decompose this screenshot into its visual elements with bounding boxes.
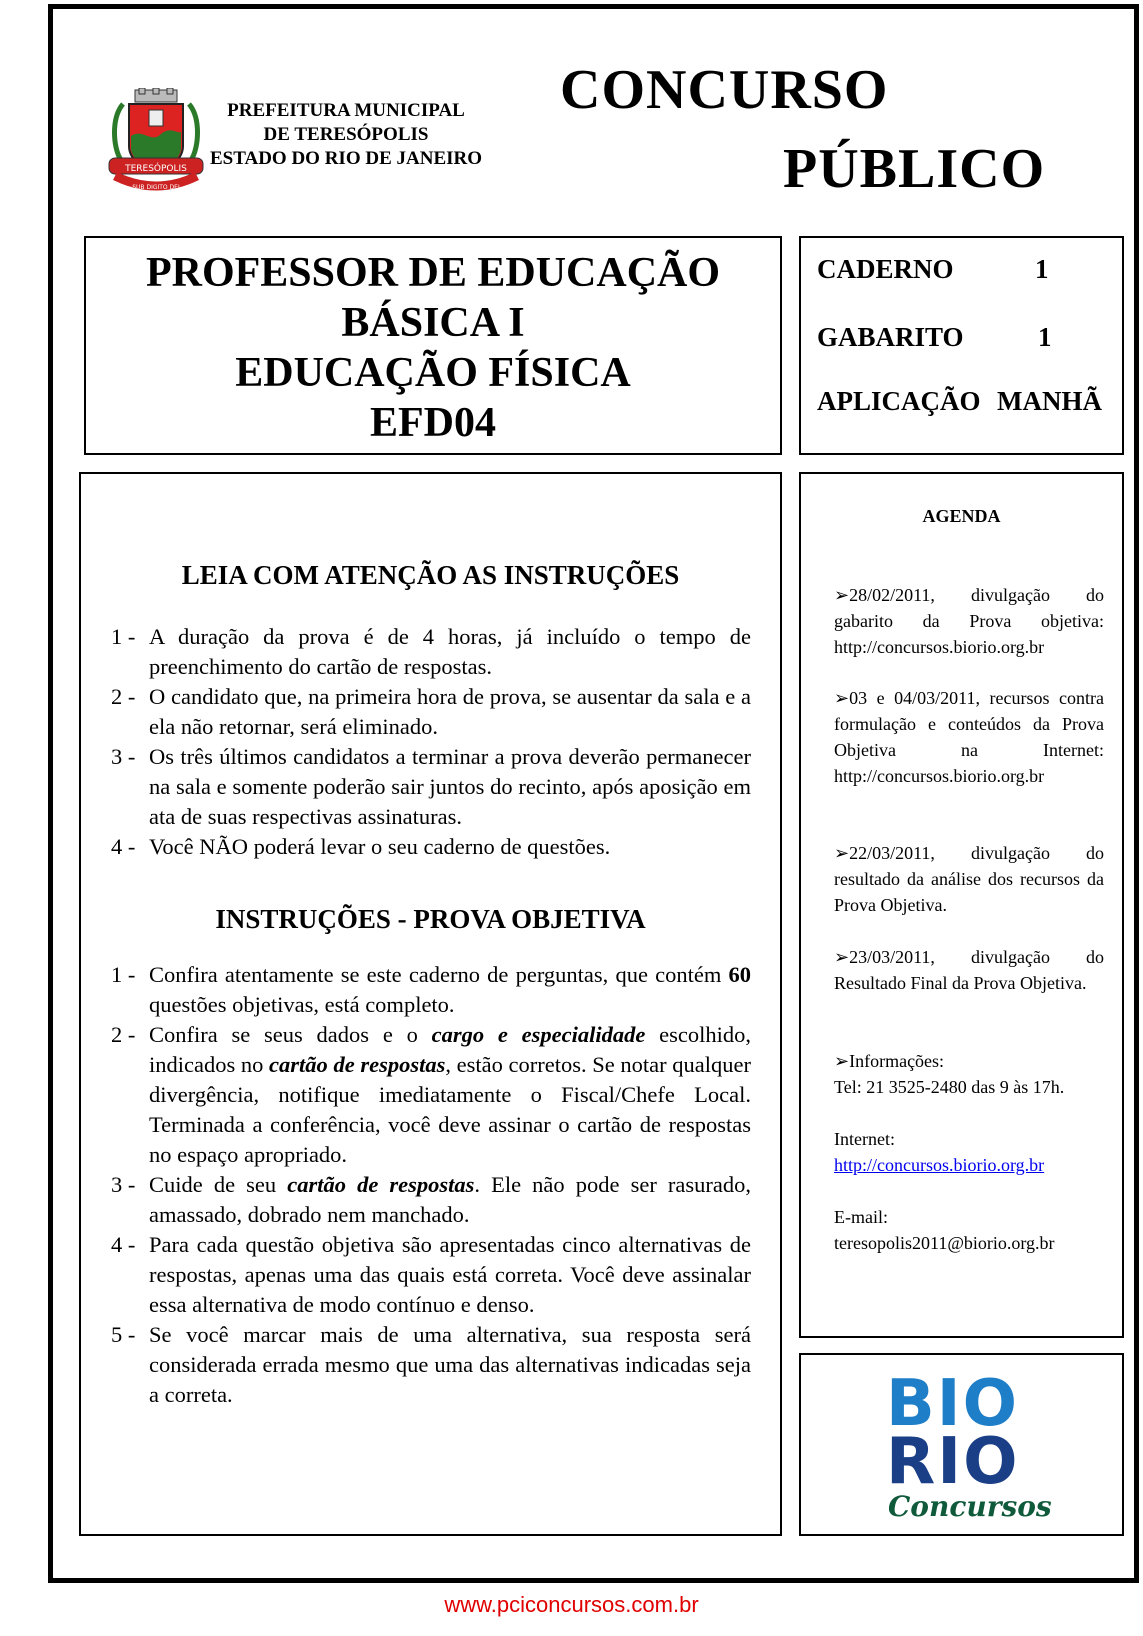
position-line: PROFESSOR DE EDUCAÇÃO [145,250,721,296]
municipality-block [196,99,496,171]
agenda-item: ➢22/03/2011, divulgação do resultado da análise dos recursos da Prova Objetiva. [834,843,1104,915]
agenda-item: ➢28/02/2011, divulgação do gabarito da Prova objetiva: http://concursos.biorio.org.br [834,585,1104,657]
municipality-line: PREFEITURA MUNICIPAL [227,100,465,121]
email-value: teresopolis2011@biorio.org.br [834,1233,1055,1253]
list-item: 1 - A duração da prova é de 4 horas, já incluído o tempo de preenchimento do cartão de respostas. [111,624,751,679]
list-item: 4 - Você NÃO poderá levar o seu caderno de questões. [111,834,611,859]
objective-list [111,960,751,1410]
list-item: 4 - Para cada questão objetiva são apresentadas cinco alternativas de respostas, apenas uma das quais está correta. Você deve assinalar essa alternativa de modo contínuo e denso. [111,1232,751,1317]
logo-rio: RIO [886,1425,1020,1499]
municipality-line: DE TERESÓPOLIS [263,124,429,145]
position-line: EDUCAÇÃO FÍSICA [235,350,631,396]
position-line: BÁSICA I [341,300,525,346]
biorio-logo [886,1367,1052,1523]
caderno-label: CADERNO [817,254,954,284]
list-item: 2 - O candidato que, na primeira hora de prova, se ausentar da sala e a ela não retornar, será eliminado. [111,684,751,739]
logo-bio: BIO [886,1367,1019,1441]
booklet-box [799,236,1124,455]
list-item: 1 - Confira atentamente se este caderno de perguntas, que contém 60 questões objetivas, está completo. [111,962,751,1017]
instructions-title: LEIA COM ATENÇÃO AS INSTRUÇÕES [181,560,680,590]
phone-text: Tel: 21 3525-2480 das 9 às 17h. [834,1077,1065,1097]
position-code: EFD04 [370,400,496,446]
objective-title: INSTRUÇÕES - PROVA OBJETIVA [215,904,646,934]
agenda-item: ➢23/03/2011, divulgação do Resultado Final da Prova Objetiva. [834,947,1104,993]
instructions-box [79,472,782,1536]
biorio-logo-box [799,1353,1124,1536]
email-label: E-mail: [834,1207,888,1227]
logo-concursos: Concursos [888,1490,1052,1523]
title-publico: PÚBLICO [783,138,1046,200]
internet-block [834,1126,1104,1178]
email-block [834,1204,1104,1256]
coat-of-arms-icon [101,88,211,196]
aplicacao-value: MANHÃ [997,386,1102,416]
arrow-bullet-icon: ➢ [834,1051,850,1071]
arrow-bullet-icon: ➢ [834,585,850,605]
agenda-box [799,472,1124,1338]
municipality-line: ESTADO DO RIO DE JANEIRO [209,148,483,169]
agenda-title: AGENDA [922,506,1001,526]
internet-link[interactable]: http://concursos.biorio.org.br [834,1155,1045,1175]
footer-url[interactable]: www.pciconcursos.com.br [444,1592,699,1617]
agenda-item: ➢03 e 04/03/2011, recursos contra formulação e conteúdos da Prova Objetiva na Internet: http://concursos.biorio.org.br [834,688,1104,786]
list-item: 3 - Os três últimos candidatos a terminar a prova deverão permanecer na sala e somente poderão sair juntos do recinto, após aposição em ata de suas respectivas assinaturas. [111,744,751,829]
crest-ribbon: TERESÓPOLIS [125,164,187,174]
crest-motto: SUB DIGITO DEI [132,184,180,191]
agenda-item: ➢Informações: Tel: 21 3525-2480 das 9 às 17h. [834,1051,1065,1097]
aplicacao-label: APLICAÇÃO [817,386,981,416]
arrow-bullet-icon: ➢ [834,688,850,708]
list-item: 3 - Cuide de seu cartão de respostas. Ele não pode ser rasurado, amassado, dobrado nem manchado. [111,1172,751,1227]
internet-label: Internet: [834,1129,895,1149]
caderno-value: 1 [1035,254,1049,284]
arrow-bullet-icon: ➢ [834,843,850,863]
title-concurso: CONCURSO [560,59,889,121]
gabarito-value: 1 [1038,322,1052,352]
arrow-bullet-icon: ➢ [834,947,850,967]
instructions-list [111,622,751,862]
list-item: 2 - Confira se seus dados e o cargo e especialidade escolhido, indicados no cartão de respostas, estão corretos. Se notar qualquer divergência, notifique imediatamente o Fiscal/Chefe Local. Terminada a conferência, você deve assinar o cartão de respostas no espaço apropriado. [111,1022,752,1167]
gabarito-label: GABARITO [817,322,964,352]
list-item: 5 - Se você marcar mais de uma alternativa, sua resposta será considerada errada mesmo que uma das alternativas indicadas seja a correta. [111,1322,751,1407]
position-box [84,236,782,455]
